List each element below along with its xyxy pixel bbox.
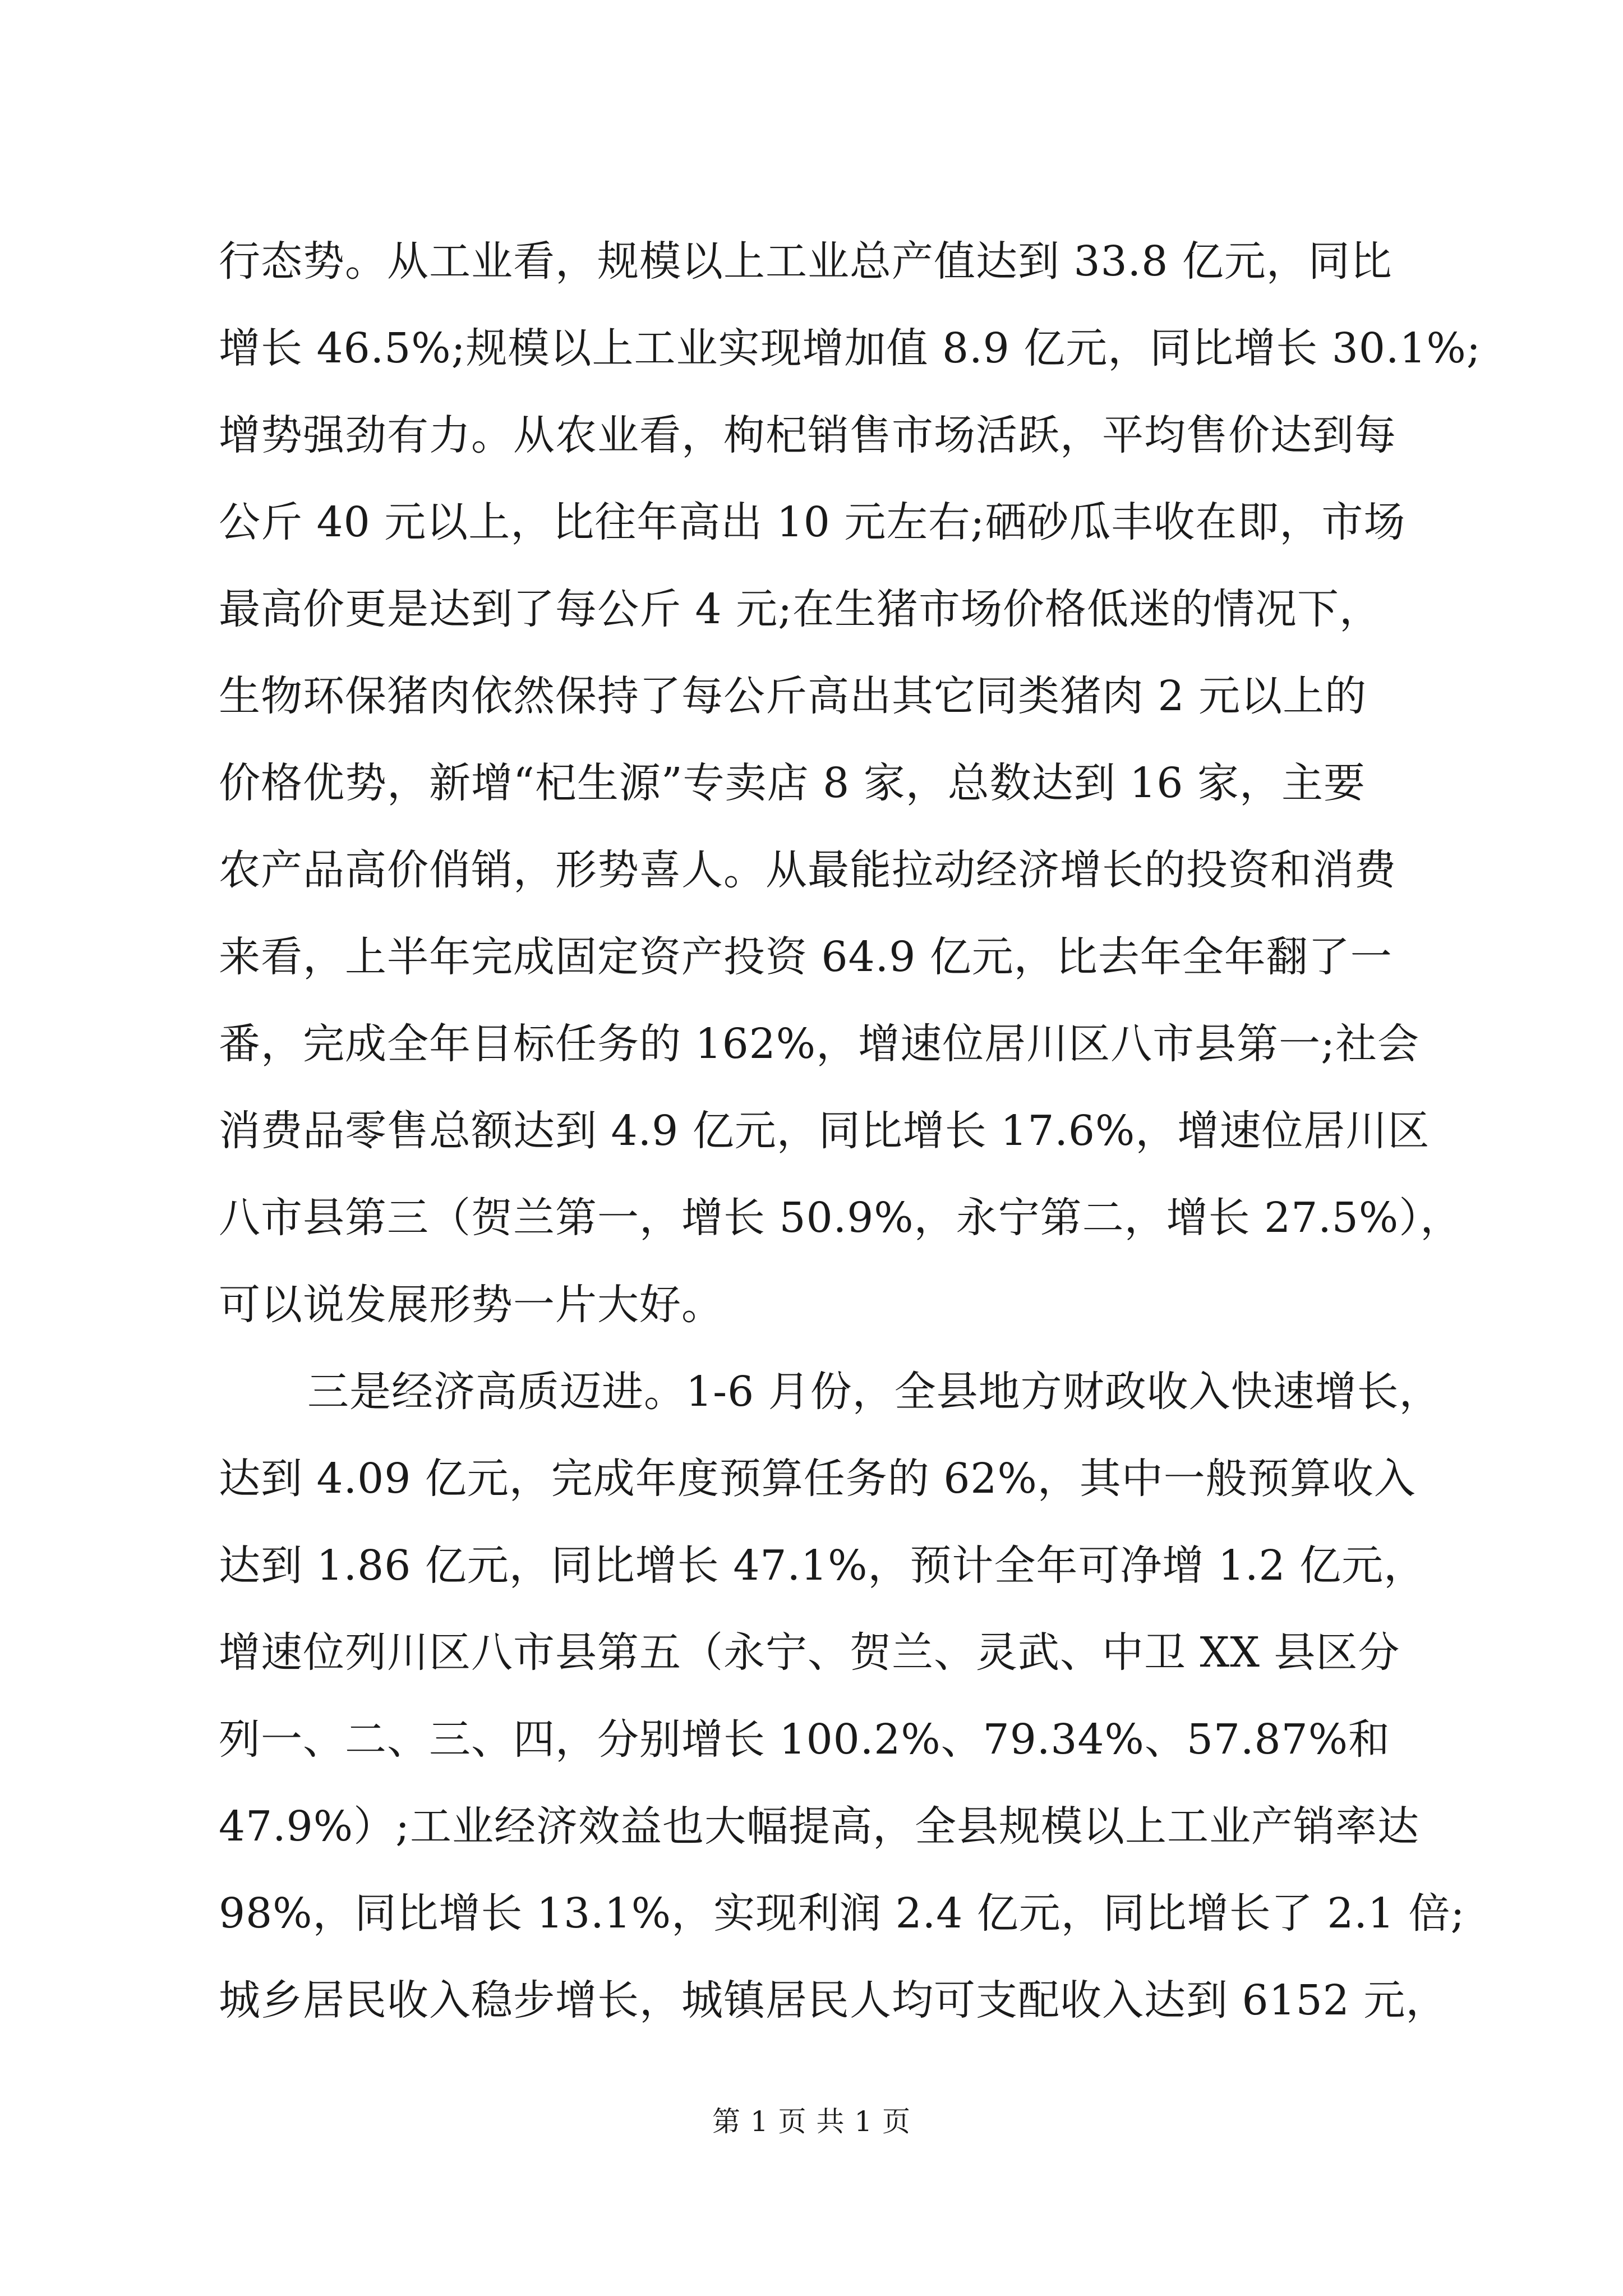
text-line: 增长 46.5%;规模以上工业实现增加值 8.9 亿元，同比增长 30.1%; [219, 324, 1481, 372]
text-line: 公斤 40 元以上，比往年高出 10 元左右;硒砂瓜丰收在即，市场 [219, 498, 1406, 546]
text-line: 生物环保猪肉依然保持了每公斤高出其它同类猪肉 2 元以上的 [219, 672, 1367, 720]
text-line: 可以说发展形势一片大好。 [219, 1281, 723, 1329]
text-line: 98%，同比增长 13.1%，实现利润 2.4 亿元，同比增长了 2.1 倍; [219, 1889, 1465, 1938]
text-line: 行态势。从工业看，规模以上工业总产值达到 33.8 亿元，同比 [219, 237, 1393, 286]
text-line: 番，完成全年目标任务的 162%，增速位居川区八市县第一;社会 [219, 1020, 1420, 1068]
text-line: 增速位列川区八市县第五（永宁、贺兰、灵武、中卫 XX 县区分 [219, 1628, 1400, 1677]
text-line: 47.9%）;工业经济效益也大幅提高，全县规模以上工业产销率达 [219, 1802, 1420, 1851]
text-line: 列一、二、三、四，分别增长 100.2%、79.34%、57.87%和 [219, 1715, 1391, 1764]
text-line: 消费品零售总额达到 4.9 亿元，同比增长 17.6%，增速位居川区 [219, 1107, 1430, 1155]
text-line: 来看，上半年完成固定资产投资 64.9 亿元，比去年全年翻了一 [219, 933, 1393, 981]
text-line: 达到 4.09 亿元，完成年度预算任务的 62%，其中一般预算收入 [219, 1455, 1416, 1503]
text-line: 达到 1.86 亿元，同比增长 47.1%，预计全年可净增 1.2 亿元， [219, 1542, 1426, 1590]
text-line: 价格优势，新增“杞生源”专卖店 8 家，总数达到 16 家，主要 [219, 759, 1366, 807]
text-line: 最高价更是达到了每公斤 4 元;在生猪市场价格低迷的情况下， [219, 585, 1382, 633]
text-line: 八市县第三（贺兰第一，增长 50.9%，永宁第二，增长 27.5%）， [219, 1194, 1463, 1242]
text-line: 农产品高价俏销，形势喜人。从最能拉动经济增长的投资和消费 [219, 846, 1396, 894]
text-line: 城乡居民收入稳步增长，城镇居民人均可支配收入达到 6152 元， [219, 1976, 1448, 2024]
paragraph-start-line: 三是经济高质迈进。1-6 月份，全县地方财政收入快速增长， [307, 1368, 1441, 1416]
page-number-footer: 第 1 页 共 1 页 [712, 2105, 911, 2138]
text-line: 增势强劲有力。从农业看，枸杞销售市场活跃，平均售价达到每 [219, 411, 1396, 459]
